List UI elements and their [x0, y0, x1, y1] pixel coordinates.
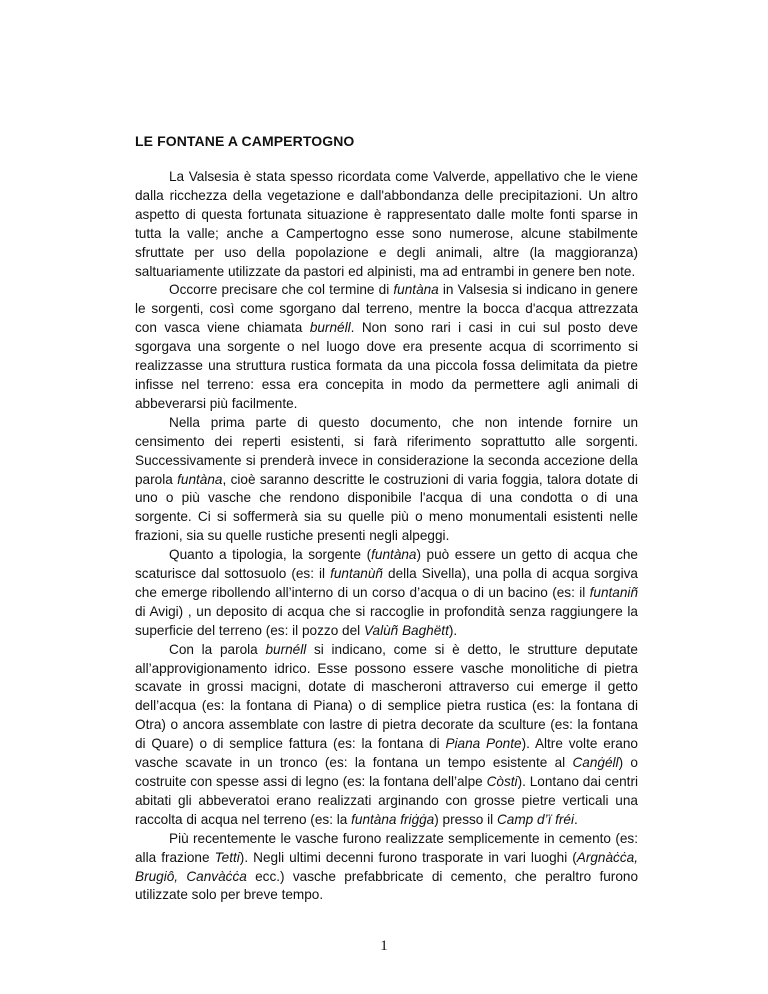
- page-number: 1: [380, 938, 388, 954]
- italic-term: burnéll: [309, 320, 351, 336]
- italic-term: Piana Ponte: [445, 736, 522, 752]
- text-run: .: [574, 811, 578, 827]
- paragraph: [135, 830, 638, 906]
- document-title: LE FONTANE A CAMPERTOGNO: [135, 133, 355, 149]
- italic-term: burnéll: [265, 641, 307, 657]
- italic-term: funtàna: [371, 547, 417, 563]
- paragraph: [135, 281, 638, 413]
- text-run: si indicano, come si è detto, le strutture deputate all’approvigionamento idrico. Esse possono essere vasche monolitiche di pietra scavate in grossi macigni, dotate di mascheroni attraverso cui emerge il getto dell’acqua (es: la fontana di Piana) o di semplice pietra rustica (es: la fontana di Otra) o ancora assemblate con lastre di pietra decorate da sculture (es: la fontana di Quare) o di semplice fattura (es: la fontana di: [135, 641, 638, 752]
- italic-term: Canġéll: [572, 755, 619, 771]
- text-run: di Avigi) , un deposito di acqua che si raccoglie in profondità senza raggiungere la superficie del terreno (es: il pozzo del: [135, 603, 638, 638]
- document-body: [135, 168, 638, 905]
- paragraph: [135, 168, 638, 281]
- text-run: Più recentemente le vasche furono realizzate semplicemente in cemento (es: alla frazione: [135, 830, 638, 865]
- text-run: Con la parola: [169, 641, 266, 657]
- text-run: Nella prima parte di questo documento, che non intende fornire un censimento dei reperti esistenti, si farà riferimento soprattutto alle sorgenti. Successivamente si prenderà invece in considerazione la seconda accezione della parola: [135, 414, 638, 487]
- italic-term: funtàna: [393, 282, 439, 298]
- paragraph: [135, 414, 638, 546]
- italic-term: funtàna friġġa: [351, 811, 435, 827]
- text-run: ecc.) vasche prefabbricate di cemento, che peraltro furono utilizzate solo per breve tempo.: [135, 868, 639, 903]
- text-run: Occorre precisare che col termine di: [169, 282, 394, 298]
- text-run: , cioè saranno descritte le costruzioni di varia foggia, talora dotate di uno o più vasche che rendono disponibile l'acqua di una condotta o di una sorgente. Ci si soffermerà sia su quelle più o meno monumentali esistenti nelle frazioni, sia su quelle rustiche presenti negli alpeggi.: [135, 471, 638, 544]
- text-run: ) o costruite con spesse assi di legno (es: la fontana dell’alpe: [135, 755, 638, 789]
- text-run: . Non sono rari i casi in cui sul posto deve sgorgava una sorgente o nel luogo dove era presente acqua di scorrimento si realizzasse una struttura rustica formata da una piccola fossa delimitata da pietre infisse nel terreno: essa era concepita in modo da permettere agli animali di abbeverarsi più facilmente.: [135, 320, 638, 411]
- italic-term: funtàna: [177, 471, 223, 487]
- italic-term: Argnàċċa, Brugiô, Canvàċċa: [135, 849, 638, 884]
- paragraph: [135, 546, 638, 641]
- text-run: ). Negli ultimi decenni furono trasporate in vari luoghi (: [239, 849, 577, 865]
- text-run: in Valsesia si indicano in genere le sorgenti, così come sgorgano dal terreno, mentre la bocca d'acqua attrezzata con vasca viene chiamata: [135, 282, 638, 336]
- text-run: ). Altre volte erano vasche scavate in un tronco (es: la fontana un tempo esistente al: [135, 736, 638, 771]
- paragraph: [135, 641, 638, 830]
- italic-term: funtaniñ: [589, 584, 638, 600]
- text-run: ). Lontano dai centri abitati gli abbeveratoi erano realizzati arginando con grosse pietre verticali una raccolta di acqua nel terreno (es: la: [135, 774, 639, 827]
- italic-term: Camp d’ï fréi: [496, 811, 575, 827]
- italic-term: Valùñ Baghëtt: [363, 622, 449, 638]
- italic-term: Còsti: [486, 774, 518, 789]
- text-run: La Valsesia è stata spesso ricordata come Valverde, appellativo che le viene dalla ricchezza della vegetazione e dall'abbondanza delle precipitazioni. Un altro aspetto di questa fortunata situazione è rappresentato dalle molte fonti sparse in tutta la valle; anche a Campertogno esse sono numerose, alcune stabilmente sfruttate per uso della popolazione e degli animali, altre (la maggioranza) saltuariamente utilizzate da pastori ed alpinisti, ma ad entrambi in genere ben note.: [135, 169, 638, 279]
- text-run: ) presso il: [434, 811, 497, 827]
- italic-term: funtanùñ: [330, 566, 383, 582]
- text-run: ) può essere un getto di acqua che scaturisce dal sottosuolo (es: il: [135, 547, 638, 582]
- text-run: ).: [448, 622, 458, 638]
- document-page: [135, 132, 638, 905]
- text-run: della Sivella), una polla di acqua sorgiva che emerge ribollendo all’interno di un corso d’acqua o di un bacino (es: il: [135, 566, 638, 600]
- text-run: Quanto a tipologia, la sorgente (: [169, 547, 372, 563]
- italic-term: Tetti: [214, 849, 240, 865]
